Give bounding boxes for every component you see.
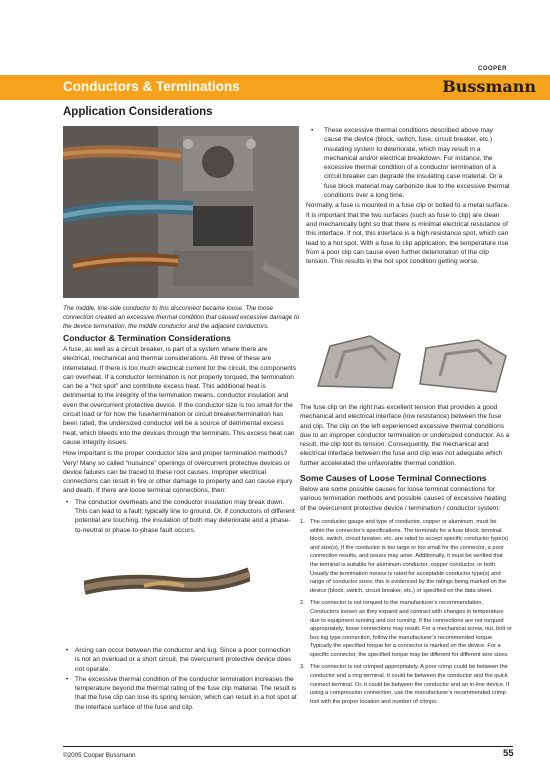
wire-illustration xyxy=(84,558,250,610)
page-number: 55 xyxy=(503,748,514,759)
conductor-termination-heading: Conductor & Termination Considerations xyxy=(63,333,231,343)
cause-text: The conductor gauge and type of conductor, copper or aluminum, must be within the connector’s specifications. The terminals for a fuse block, terminal block, switch, circuit breaker, etc. are rated to accept specific conductor type(s) and size(s). If the conductor is too large or too small for the connector, a poor connection results, and issues may arise. Additionally, it must be verified that the terminal is suitable for aluminum conductor, copper conductor, or both. Usually the termination means is rated for acceptable conductor type(s) and range of conductor sizes; this is evidenced by the ratings being marked on the device (block, switch, circuit breaker, etc.) or specified on the data sheet. xyxy=(310,518,509,594)
left-bullet-3: • The excessive thermal condition of the conductor termination increases the temperature beyond the thermal rating of the fuse clip material. The result is that the fuse clip can lose its spring tension, which can result in a hot spot at the interface surface of the fuse and clip. xyxy=(65,675,297,712)
left-paragraph-1: A fuse, as well as a circuit breaker, is part of a system where there are electrical, mechanical and thermal considerations. All three of these are interrelated. If there is too much electrical current for the circuit, the components can overheat. If a conductor termination is not properly torqued, the termination can be a “hot spot” and contribute excess heat. This additional heat is detrimental to the integrity of the termination means, conductor insulation and even the overcurrent protective device. If the conductor size is too small for the circuit load or for how the fuse/termination or circuit breaker/termination has been rated, the undersized conductor will be a source of detrimental excess heat, which bleeds into the devices through the terminals. This excess heat can cause integrity issues. xyxy=(63,346,297,446)
page-title: Conductors & Terminations xyxy=(63,79,240,94)
cause-item-1 xyxy=(300,518,512,595)
fuse-clip-tension-paragraph: The fuse clip on the right has excellent tension that provides a good mechanical and electrical interface (low resistance) between the fuse and clip. The clip on the left experienced excessive thermal conditions due to an improper conductor termination or undersized conductor. As a result, the clip lost its tension. Consequently, the mechanical and electrical interface between the fuse and clip was not adequate which further accelerated the unfavorable thermal condition. xyxy=(300,404,510,467)
damaged-wire-photo xyxy=(84,558,250,610)
left-column xyxy=(63,333,297,535)
cause-text: The connector is not torqued to the manufacturer’s recommendation. Conductors loosen as they expand and contract with changes in temperature due to equipment running and not running. If the connections are not torqued appropriately, loose connections may result. For a mechanical screw, nut, bolt or box lug type connection, follow the manufacturer’s recommended torque. Typically the specified torque for a connector is marked on the device. For a specific connector, the specified torque may be different for different wire sizes. xyxy=(310,600,512,658)
left-bullet-2: • Arcing can occur between the conductor and lug. Since a poor connection is not an overload or a short circuit, the overcurrent protective device does not operate. xyxy=(65,646,297,674)
section-subtitle: Application Considerations xyxy=(63,106,213,118)
damaged-disconnect-photo xyxy=(63,126,299,298)
cause-number: 1. xyxy=(300,518,305,525)
right-column-lower xyxy=(300,403,512,710)
bussmann-logo: Bussmann xyxy=(442,77,536,96)
title-bar xyxy=(0,75,550,100)
left-paragraph-2: How important is the proper conductor size and proper termination methods? Very! Many so called “nuisance” openings of overcurrent protective devices or device failures can be traced to these root causes. Improper electrical connections can result in fire or other damage to property and can cause injury and death. If there are loose terminal connections, then: xyxy=(63,450,293,495)
cause-item-2 xyxy=(300,599,512,659)
thermal-bullet: • These excessive thermal conditions described above may cause the device (block, switch, fuse, circuit breaker, etc.) insulating system to deteriorate, which may result in a mechanical and/or electrical breakdown. For instance, the excessive thermal condition of a conductor termination of a circuit breaker can degrade the insulating case material. Or a fuse block material may carbonize due to the excessive thermal conditions over a long time. xyxy=(310,126,512,200)
cause-item-3 xyxy=(300,663,512,706)
cause-number: 3. xyxy=(300,664,305,671)
fuse-clips-photo xyxy=(300,326,512,400)
photo-caption: The middle, line-side conductor to this disconnect became loose. The loose connection created an excessive thermal condition that caused excessive damage to the device termination, the middle conductor and the adjacent conductors. xyxy=(63,305,300,330)
loose-connections-heading: Some Causes of Loose Terminal Connections xyxy=(300,473,487,484)
cooper-logo-text: COOPER xyxy=(478,66,508,72)
fuse-clip-paragraph: Normally, a fuse is mounted in a fuse clip or bolted to a metal surface. It is important that the two surfaces (such as fuse to clip) are clean and mechanically tight so that there is minimal electrical resistance of this interface. If not, this interface is a high resistance spot, which can lead to a hot spot. With a fuse to clip application, the temperature rise from a poor clip can cause even further deterioration of the clip tension. This results in the hot spot condition getting worse. xyxy=(306,202,510,266)
cause-number: 2. xyxy=(300,600,305,607)
disconnect-illustration xyxy=(63,126,299,298)
right-column-top xyxy=(306,126,512,266)
left-column-bottom xyxy=(63,646,297,712)
left-bullet-1: • The conductor overheats and the conductor insulation may break down. This can lead to a fault; typically line to ground. Or, if conductors of different potential are touching, the insulation of both may deteriorate and a phase-to-neutral or phase-to-phase fault occurs. xyxy=(65,498,297,535)
fuse-clips-illustration xyxy=(300,326,512,400)
cause-text: The connector is not crimped appropriately. A poor crimp could be between the conductor and a ring terminal. It could be between the conductor and the quick connect terminal. Or, it could be between the conductor and an in-line device. If using a compression connection, use the manufacturer’s recommended crimp tool with the proper location and number of crimps. xyxy=(310,664,510,705)
footer-rule xyxy=(63,746,513,747)
copyright: ©2005 Cooper Bussmann xyxy=(63,752,136,759)
loose-connections-intro: Below are some possible causes for loose terminal connections for various termination methods and possible causes of excessive heating of the overcurrent protective device / termination / conductor system: xyxy=(300,486,506,512)
